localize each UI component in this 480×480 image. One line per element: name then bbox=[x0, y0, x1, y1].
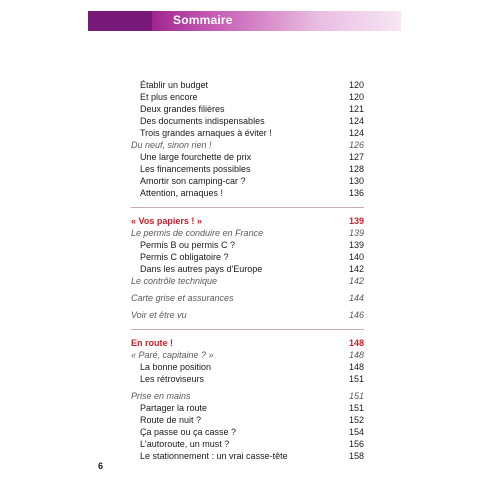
toc-entry[interactable] bbox=[131, 251, 364, 263]
toc-label: Trois grandes arnaques à éviter ! bbox=[140, 128, 272, 138]
toc-page-number: 146 bbox=[348, 310, 364, 320]
toc-page-number: 148 bbox=[348, 362, 364, 372]
toc-entry[interactable] bbox=[131, 239, 364, 251]
toc-entry[interactable] bbox=[131, 163, 364, 175]
toc-page-number: 120 bbox=[348, 92, 364, 102]
toc-section[interactable] bbox=[131, 227, 364, 239]
toc-page-number: 124 bbox=[348, 128, 364, 138]
toc-entry[interactable] bbox=[131, 175, 364, 187]
toc-page-number: 142 bbox=[348, 276, 364, 286]
toc-entry[interactable] bbox=[131, 450, 364, 462]
section-divider bbox=[131, 207, 364, 208]
toc-section[interactable] bbox=[131, 139, 364, 151]
toc-section[interactable] bbox=[131, 309, 364, 321]
toc-entry[interactable] bbox=[131, 91, 364, 103]
toc-page-number: 120 bbox=[348, 80, 364, 90]
toc-label: Deux grandes filières bbox=[140, 104, 225, 114]
toc-entry[interactable] bbox=[131, 263, 364, 275]
toc-page-number: 139 bbox=[348, 240, 364, 250]
toc-entry[interactable] bbox=[131, 103, 364, 115]
toc-label: Voir et être vu bbox=[131, 310, 187, 320]
toc-label: Partager la route bbox=[140, 403, 208, 413]
toc-section[interactable] bbox=[131, 275, 364, 287]
toc-entry[interactable] bbox=[131, 127, 364, 139]
toc-chapter[interactable] bbox=[131, 215, 364, 227]
toc-label: Prise en mains bbox=[131, 391, 191, 401]
toc-page-number: 121 bbox=[348, 104, 364, 114]
toc-label: Et plus encore bbox=[140, 92, 198, 102]
toc-page-number: 142 bbox=[348, 264, 364, 274]
toc-entry[interactable] bbox=[131, 426, 364, 438]
toc-label: Amortir son camping-car ? bbox=[140, 176, 246, 186]
toc-label: Les rétroviseurs bbox=[140, 374, 205, 384]
toc-entry[interactable] bbox=[131, 151, 364, 163]
toc-page-number: 151 bbox=[348, 403, 364, 413]
toc-label: Établir un budget bbox=[140, 80, 209, 90]
toc-label: Le contrôle technique bbox=[131, 276, 218, 286]
toc-label: Carte grise et assurances bbox=[131, 293, 234, 303]
toc-chapter[interactable] bbox=[131, 337, 364, 349]
toc-entry[interactable] bbox=[131, 438, 364, 450]
toc-label: Des documents indispensables bbox=[140, 116, 265, 126]
toc-label: Du neuf, sinon rien ! bbox=[131, 140, 212, 150]
toc-label: Permis B ou permis C ? bbox=[140, 240, 236, 250]
toc-page-number: 124 bbox=[348, 116, 364, 126]
toc-label: Le permis de conduire en France bbox=[131, 228, 264, 238]
table-of-contents bbox=[131, 79, 364, 462]
toc-label: Ça passe ou ça casse ? bbox=[140, 427, 237, 437]
toc-page-number: 140 bbox=[348, 252, 364, 262]
toc-label: « Paré, capitaine ? » bbox=[131, 350, 214, 360]
toc-page-number: 156 bbox=[348, 439, 364, 449]
toc-page-number: 148 bbox=[348, 350, 364, 360]
toc-label: « Vos papiers ! » bbox=[131, 216, 202, 226]
toc-page-number: 139 bbox=[348, 216, 364, 226]
toc-entry[interactable] bbox=[131, 79, 364, 91]
section-divider bbox=[131, 329, 364, 330]
toc-label: Le stationnement : un vrai casse-tête bbox=[140, 451, 288, 461]
toc-page-number: 154 bbox=[348, 427, 364, 437]
toc-entry[interactable] bbox=[131, 414, 364, 426]
page-title: Sommaire bbox=[173, 13, 233, 27]
toc-page-number: 139 bbox=[348, 228, 364, 238]
toc-entry[interactable] bbox=[131, 115, 364, 127]
toc-section[interactable] bbox=[131, 390, 364, 402]
toc-entry[interactable] bbox=[131, 361, 364, 373]
toc-label: Permis C obligatoire ? bbox=[140, 252, 229, 262]
page-number: 6 bbox=[98, 461, 104, 471]
toc-page-number: 152 bbox=[348, 415, 364, 425]
toc-page-number: 128 bbox=[348, 164, 364, 174]
toc-page-number: 126 bbox=[348, 140, 364, 150]
toc-page-number: 127 bbox=[348, 152, 364, 162]
toc-label: Route de nuit ? bbox=[140, 415, 202, 425]
toc-label: Une large fourchette de prix bbox=[140, 152, 252, 162]
toc-entry[interactable] bbox=[131, 187, 364, 199]
toc-page-number: 148 bbox=[348, 338, 364, 348]
toc-entry[interactable] bbox=[131, 373, 364, 385]
toc-label: L'autoroute, un must ? bbox=[140, 439, 230, 449]
toc-entry[interactable] bbox=[131, 402, 364, 414]
header-bar bbox=[88, 11, 401, 31]
toc-label: Attention, arnaques ! bbox=[140, 188, 224, 198]
toc-label: En route ! bbox=[131, 338, 173, 348]
toc-label: Les financements possibles bbox=[140, 164, 251, 174]
toc-page-number: 151 bbox=[348, 391, 364, 401]
toc-section[interactable] bbox=[131, 292, 364, 304]
toc-page-number: 130 bbox=[348, 176, 364, 186]
toc-page-number: 144 bbox=[348, 293, 364, 303]
toc-page-number: 158 bbox=[348, 451, 364, 461]
toc-label: Dans les autres pays d'Europe bbox=[140, 264, 263, 274]
toc-page-number: 151 bbox=[348, 374, 364, 384]
toc-label: La bonne position bbox=[140, 362, 212, 372]
toc-section[interactable] bbox=[131, 349, 364, 361]
toc-page-number: 136 bbox=[348, 188, 364, 198]
